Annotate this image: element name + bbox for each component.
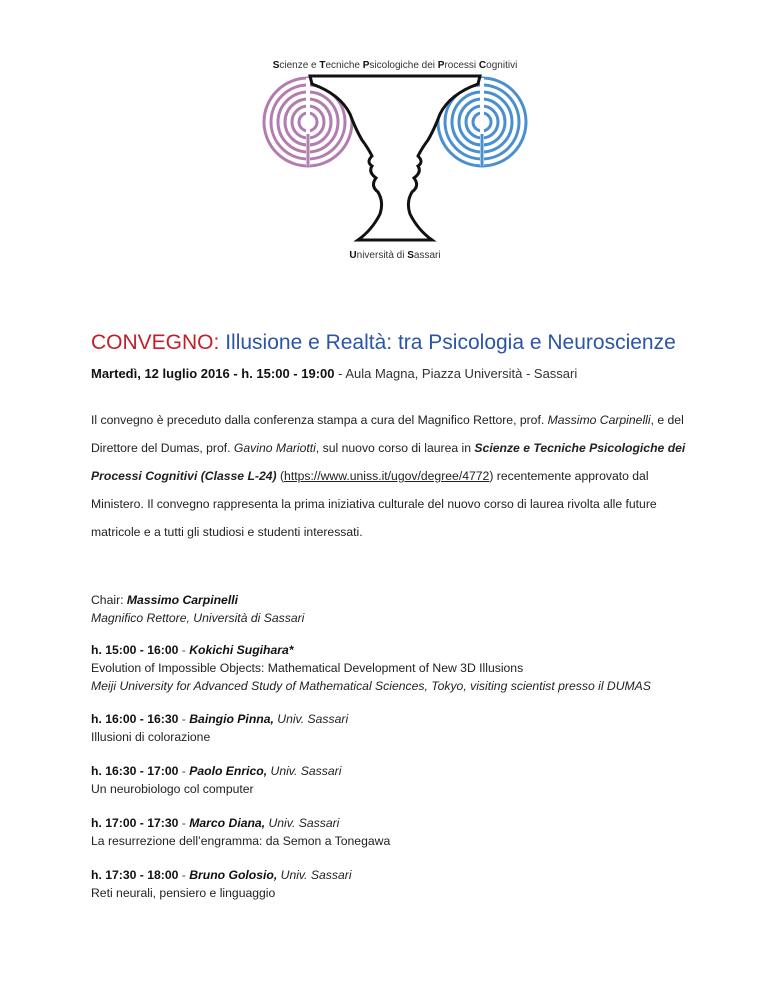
chair-role: Magnifico Rettore, Università di Sassari bbox=[91, 611, 305, 625]
talk-title: Evolution of Impossible Objects: Mathematical Development of New 3D Illusions bbox=[91, 661, 524, 675]
title-label: CONVEGNO: bbox=[91, 331, 220, 354]
talk-title: Un neurobiologo col computer bbox=[91, 782, 254, 796]
event-location: - Aula Magna, Piazza Università - Sassari bbox=[334, 366, 578, 381]
program-item: h. 17:30 - 18:00 - Bruno Golosio, Univ. Sassari Reti neurali, pensiero e linguaggio bbox=[91, 866, 711, 902]
logo-bottom-text: Università di Sassari bbox=[349, 250, 441, 261]
talk-title: La resurrezione dell’engramma: da Semon a Tonegawa bbox=[91, 834, 391, 848]
chair-name: Massimo Carpinelli bbox=[126, 593, 238, 607]
chair-block: Chair: Massimo Carpinelli Magnifico Rettore, Università di Sassari bbox=[91, 591, 711, 627]
program-item: h. 17:00 - 17:30 - Marco Diana, Univ. Sassari La resurrezione dell’engramma: da Semon a Tonegawa bbox=[91, 814, 711, 850]
title-text: Illusione e Realtà: tra Psicologia e Neuroscienze bbox=[219, 331, 676, 354]
course-link[interactable]: https://www.uniss.it/ugov/degree/4772 bbox=[284, 469, 490, 483]
program-item: h. 15:00 - 16:00 - Kokichi Sugihara* Evolution of Impossible Objects: Mathematical Development of New 3D Illusions Meiji University for Advanced Study of Mathematical Sciences, Tokyo, visiting scientist presso il DUMAS bbox=[91, 641, 711, 695]
course-name: Scienze e Tecniche Psicologiche dei Processi Cognitivi (Classe L-24) bbox=[91, 441, 686, 483]
logo bbox=[250, 60, 540, 270]
director-name: Gavino Mariotti bbox=[233, 441, 316, 455]
event-dateline bbox=[91, 366, 577, 381]
page-title bbox=[91, 331, 676, 355]
logo-top-text: Scienze e Tecniche Psicologiche dei Processi Cognitivi bbox=[272, 60, 518, 71]
vase-faces-logo-graphic bbox=[250, 74, 540, 250]
talk-title: Reti neurali, pensiero e linguaggio bbox=[91, 886, 276, 900]
program-item: h. 16:30 - 17:00 - Paolo Enrico, Univ. Sassari Un neurobiologo col computer bbox=[91, 762, 711, 798]
talk-title: Illusioni di colorazione bbox=[91, 730, 211, 744]
event-date-time: Martedì, 12 luglio 2016 - h. 15:00 - 19:00 bbox=[91, 366, 335, 381]
speaker-note: Meiji University for Advanced Study of Mathematical Sciences, Tokyo, visiting scientist presso il DUMAS bbox=[91, 679, 651, 693]
rector-name: Massimo Carpinelli bbox=[547, 413, 651, 427]
program-item: h. 16:00 - 16:30 - Baingio Pinna, Univ. Sassari Illusioni di colorazione bbox=[91, 710, 711, 746]
intro-paragraph: Il convegno è preceduto dalla conferenza stampa a cura del Magnifico Rettore, prof. Massimo Carpinelli, e del Direttore del Dumas, prof. Gavino Mariotti, sul nuovo corso di laurea in Scienze e Tecniche Psicologiche dei Processi Cognitivi (Classe L-24) (https://www.uniss.it/ugov/degree/4772) recentemente approvato dal Ministero. Il convegno rappresenta la prima iniziativa culturale del nuovo corso di laurea rivolta alle future matricole e a tutti gli studiosi e studenti interessati. bbox=[91, 413, 686, 539]
